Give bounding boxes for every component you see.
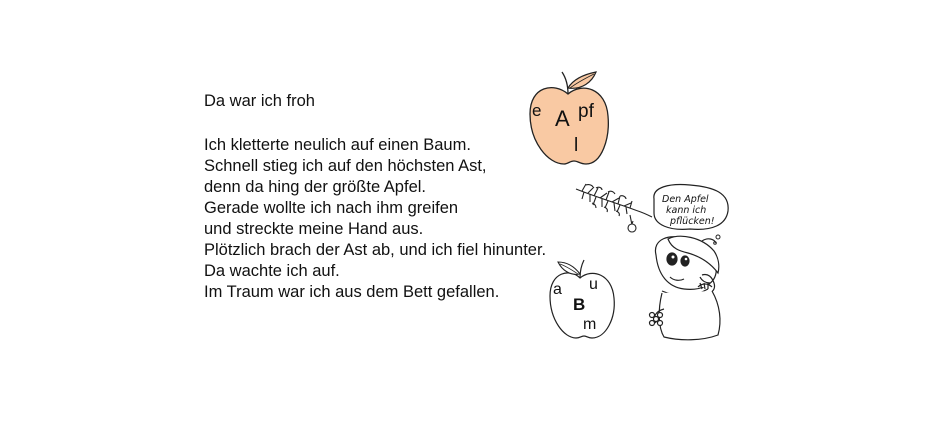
- page-title: Da war ich froh: [204, 92, 315, 110]
- apple-letter: m: [583, 316, 597, 333]
- story-line: Gerade wollte ich nach ihm greifen: [204, 199, 459, 217]
- apple-letter: e: [532, 101, 542, 120]
- apple-letter: pf: [578, 101, 594, 122]
- branch-icon: [576, 184, 652, 232]
- story-line: Da wachte ich auf.: [204, 262, 340, 280]
- child-illustration: [572, 181, 734, 341]
- story-line: Im Traum war ich aus dem Bett gefallen.: [204, 283, 500, 301]
- apple-letter: u: [589, 276, 598, 293]
- apple-letter: a: [553, 281, 562, 298]
- apple-letters-apfel: [524, 68, 614, 168]
- story-line: Schnell stieg ich auf den höchsten Ast,: [204, 157, 487, 175]
- speech-bubble-text: kann ich: [666, 205, 707, 216]
- apple-letter: B: [573, 295, 586, 314]
- story-line: und streckte meine Hand aus.: [204, 220, 424, 238]
- body: [659, 291, 720, 340]
- apple-letter: A: [555, 106, 570, 131]
- speech-bubble-text: Den Apfel: [662, 194, 709, 205]
- child-dreaming-icon: [572, 181, 734, 341]
- speech-bubble-text: pflücken!: [670, 216, 715, 227]
- story-line: Plötzlich brach der Ast ab, und ich fiel hinunter.: [204, 241, 547, 259]
- story-line: denn da hing der größte Apfel.: [204, 178, 426, 196]
- apple-letter: l: [574, 135, 579, 156]
- story-text: [204, 135, 546, 303]
- story-line: Ich kletterte neulich auf einen Baum.: [204, 136, 471, 154]
